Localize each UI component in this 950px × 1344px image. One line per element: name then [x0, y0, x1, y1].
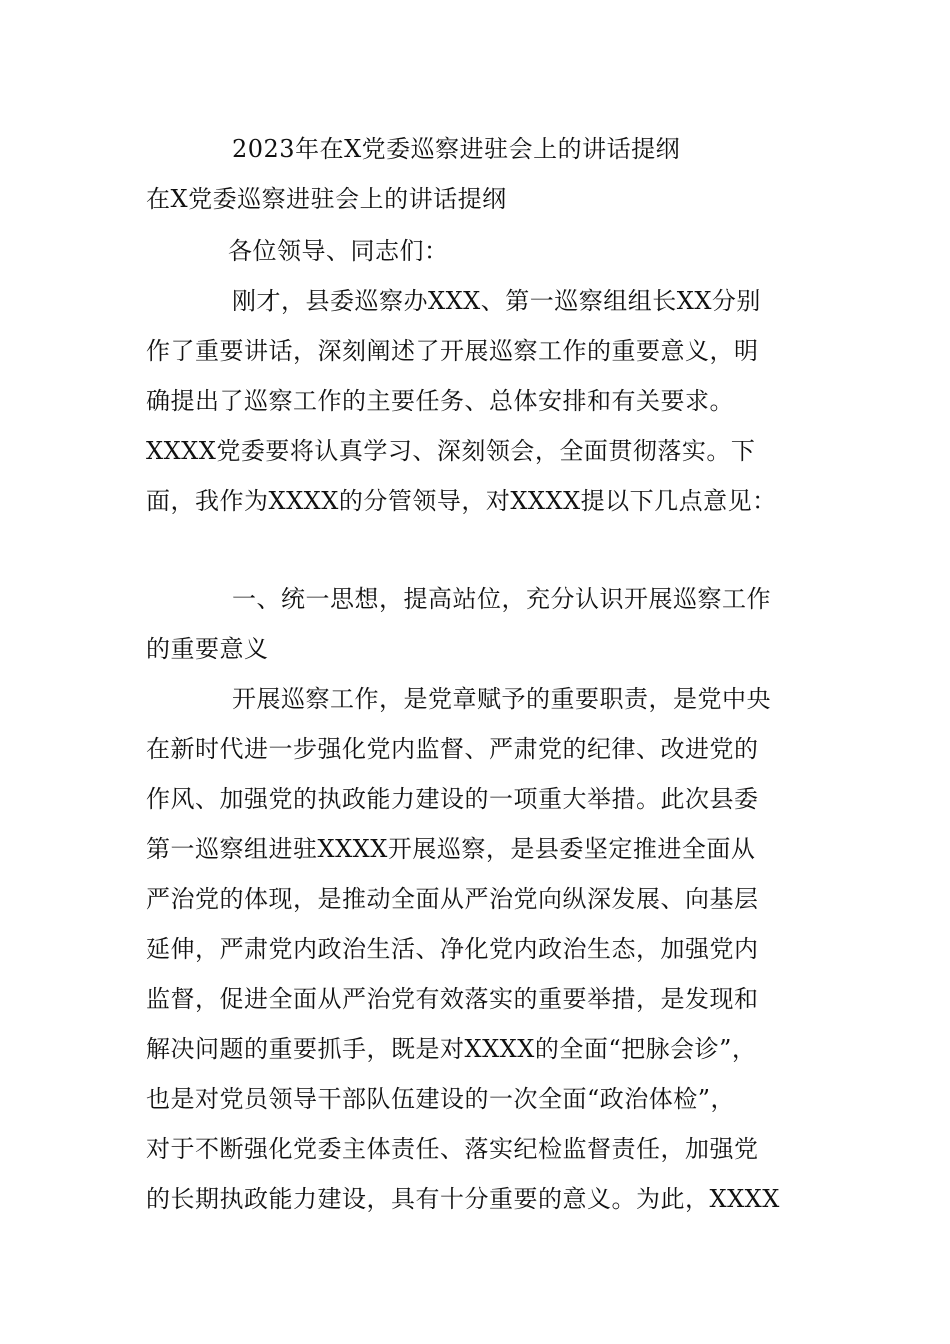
paragraph-line: 严治党的体现，是推动全面从严治党向纵深发展、向基层	[146, 885, 759, 913]
section-heading-line: 一、统一思想，提高站位，充分认识开展巡察工作	[232, 585, 771, 613]
paragraph-line: 作了重要讲话，深刻阐述了开展巡察工作的重要意义，明	[146, 337, 759, 365]
paragraph-line: 延伸，严肃党内政治生活、净化党内政治生态，加强党内	[146, 935, 759, 963]
document-title: 2023年在X党委巡察进驻会上的讲话提纲	[232, 135, 681, 163]
section-heading-line: 的重要意义	[146, 635, 269, 663]
paragraph-line: 开展巡察工作，是党章赋予的重要职责，是党中央	[232, 685, 771, 713]
paragraph-line: 作风、加强党的执政能力建设的一项重大举措。此次县委	[146, 785, 759, 813]
salutation: 各位领导、同志们：	[228, 237, 449, 265]
paragraph-line: 面，我作为XXXX的分管领导，对XXXX提以下几点意见：	[146, 487, 777, 515]
paragraph-line: XXXX党委要将认真学习、深刻领会，全面贯彻落实。下	[146, 437, 756, 465]
paragraph-line: 的长期执政能力建设，具有十分重要的意义。为此，XXXX	[146, 1185, 780, 1213]
paragraph-line: 对于不断强化党委主体责任、落实纪检监督责任，加强党	[146, 1135, 759, 1163]
paragraph-line: 确提出了巡察工作的主要任务、总体安排和有关要求。	[146, 387, 734, 415]
paragraph-line: 在新时代进一步强化党内监督、严肃党的纪律、改进党的	[146, 735, 759, 763]
paragraph-line: 监督，促进全面从严治党有效落实的重要举措，是发现和	[146, 985, 759, 1013]
document-subtitle: 在X党委巡察进驻会上的讲话提纲	[146, 185, 507, 213]
paragraph-line: 第一巡察组进驻XXXX开展巡察，是县委坚定推进全面从	[146, 835, 756, 863]
paragraph-line: 解决问题的重要抓手，既是对XXXX的全面“把脉会诊”，	[146, 1035, 757, 1063]
paragraph-line: 刚才，县委巡察办XXX、第一巡察组组长XX分别	[232, 287, 761, 315]
paragraph-line: 也是对党员领导干部队伍建设的一次全面“政治体检”，	[146, 1085, 736, 1113]
